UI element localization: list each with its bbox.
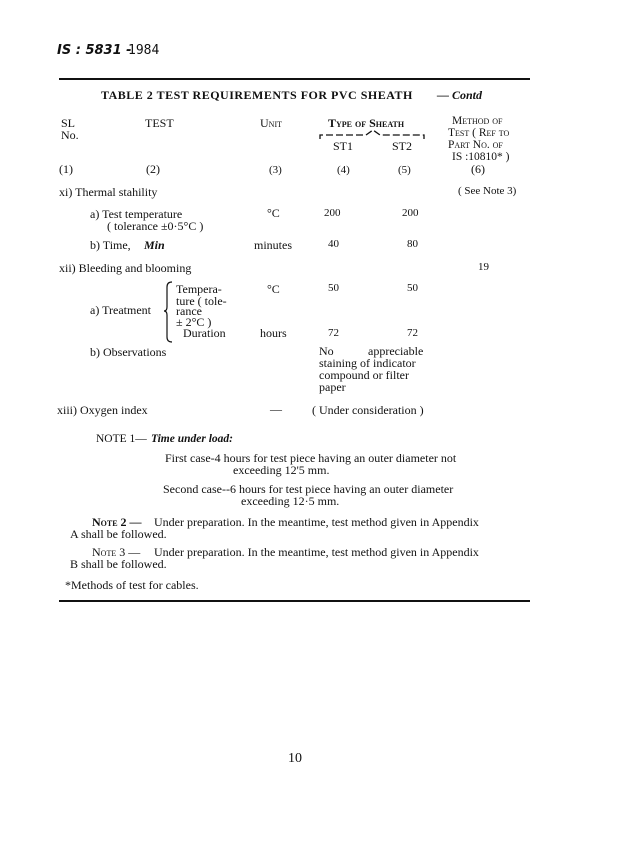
col-unit: Unit [260,116,282,130]
note1-head: NOTE 1— [96,433,147,445]
col-test: TEST [145,116,174,130]
brace-line-4: ± 2°C ) [176,315,212,329]
row-xii-dur-st1: 72 [328,327,339,339]
col-method-l1: Method of [452,115,503,127]
note2-line-1: Under preparation. In the meantime, test method given in Appendix [154,515,479,529]
brace-line-2: ture ( tole- [176,294,227,308]
row-xiii-label: xiii) Oxygen index [57,403,148,417]
row-xi-b-st1: 40 [328,238,339,250]
top-rule [59,78,530,80]
table-title: TABLE 2 TEST REQUIREMENTS FOR PVC SHEATH [101,88,413,102]
col-method-l3: Part No. of [448,139,503,151]
note2-head: Note 2 — [92,515,142,529]
col-sl: SL [61,116,76,130]
obs-line-1a: No [319,344,334,358]
col-st2: ST2 [392,139,413,153]
col-number-6: (6) [471,162,485,176]
obs-line-2: staining of indicator [319,356,416,370]
first-case-line-1: First case-4 hours for test piece having an outer diameter not [165,451,457,465]
row-xii-temp-st1: 50 [328,282,339,294]
row-xii-a-label: a) Treatment [90,303,151,317]
row-xii-temp-unit: °C [267,282,280,296]
row-xi-label: xi) Thermal stahility [59,185,158,199]
row-xiii-value: ( Under consideration ) [312,403,424,417]
row-xi-method: ( See Note 3) [458,185,517,197]
col-number-2: (2) [146,162,160,176]
standard-year: 1984 [128,43,160,58]
footnote: *Methods of test for cables. [65,578,199,592]
row-xi-a-st1: 200 [324,207,341,219]
note3-line-2: B shall be followed. [70,557,167,571]
col-number-5: (5) [398,164,411,176]
col-number-4: (4) [337,164,350,176]
page-number: 10 [288,751,302,766]
note1-title: Time under load: [151,433,233,445]
row-xi-a-sub: ( tolerance ±0·5°C ) [107,219,204,233]
col-type-of-sheath: Type of Sheath [328,116,405,130]
second-case-line-1: Second case--6 hours for test piece having an outer diameter [163,482,454,496]
col-no: No. [61,128,79,142]
treatment-brace [164,281,174,343]
col-st1: ST1 [333,139,354,153]
brace-line-5: Duration [183,326,226,340]
col-method-l2: Test ( Ref to [448,127,510,139]
second-case-line-2: exceeding 12·5 mm. [241,494,340,508]
row-xi-a-label: a) Test temperature [90,207,183,221]
row-xi-b-label: b) Time, [90,238,131,252]
first-case-line-2: exceeding 12'5 mm. [233,463,330,477]
row-xi-b-unit: minutes [254,238,292,252]
table-contd: — Contd [437,88,483,102]
bottom-rule [59,600,530,602]
note3-line-1: Under preparation. In the meantime, test method given in Appendix [154,545,479,559]
row-xii-dur-st2: 72 [407,327,418,339]
col-number-3: (3) [269,164,282,176]
obs-line-4: paper [319,380,346,394]
row-xi-a-unit: °C [267,206,280,220]
row-xi-b-min: Min [144,238,165,252]
row-xiii-unit: — [270,402,282,416]
row-xii-label: xii) Bleeding and blooming [59,261,192,275]
row-xi-a-st2: 200 [402,207,419,219]
row-xi-b-st2: 80 [407,238,418,250]
note2-line-2: A shall be followed. [70,527,167,541]
obs-line-1b: appreciable [368,344,424,358]
obs-line-3: compound or filter [319,368,409,382]
row-xii-temp-st2: 50 [407,282,418,294]
row-xii-b-label: b) Observations [90,345,167,359]
col-number-1: (1) [59,162,73,176]
note3-head: Note 3 — [92,545,141,559]
col-method-l4: IS :10810* ) [452,151,510,163]
row-xii-dur-unit: hours [260,326,287,340]
brace-line-3: rance [176,304,202,318]
standard-id: IS : 5831 - [57,43,132,58]
row-xii-method: 19 [478,261,489,273]
brace-line-1: Tempera- [176,282,222,296]
